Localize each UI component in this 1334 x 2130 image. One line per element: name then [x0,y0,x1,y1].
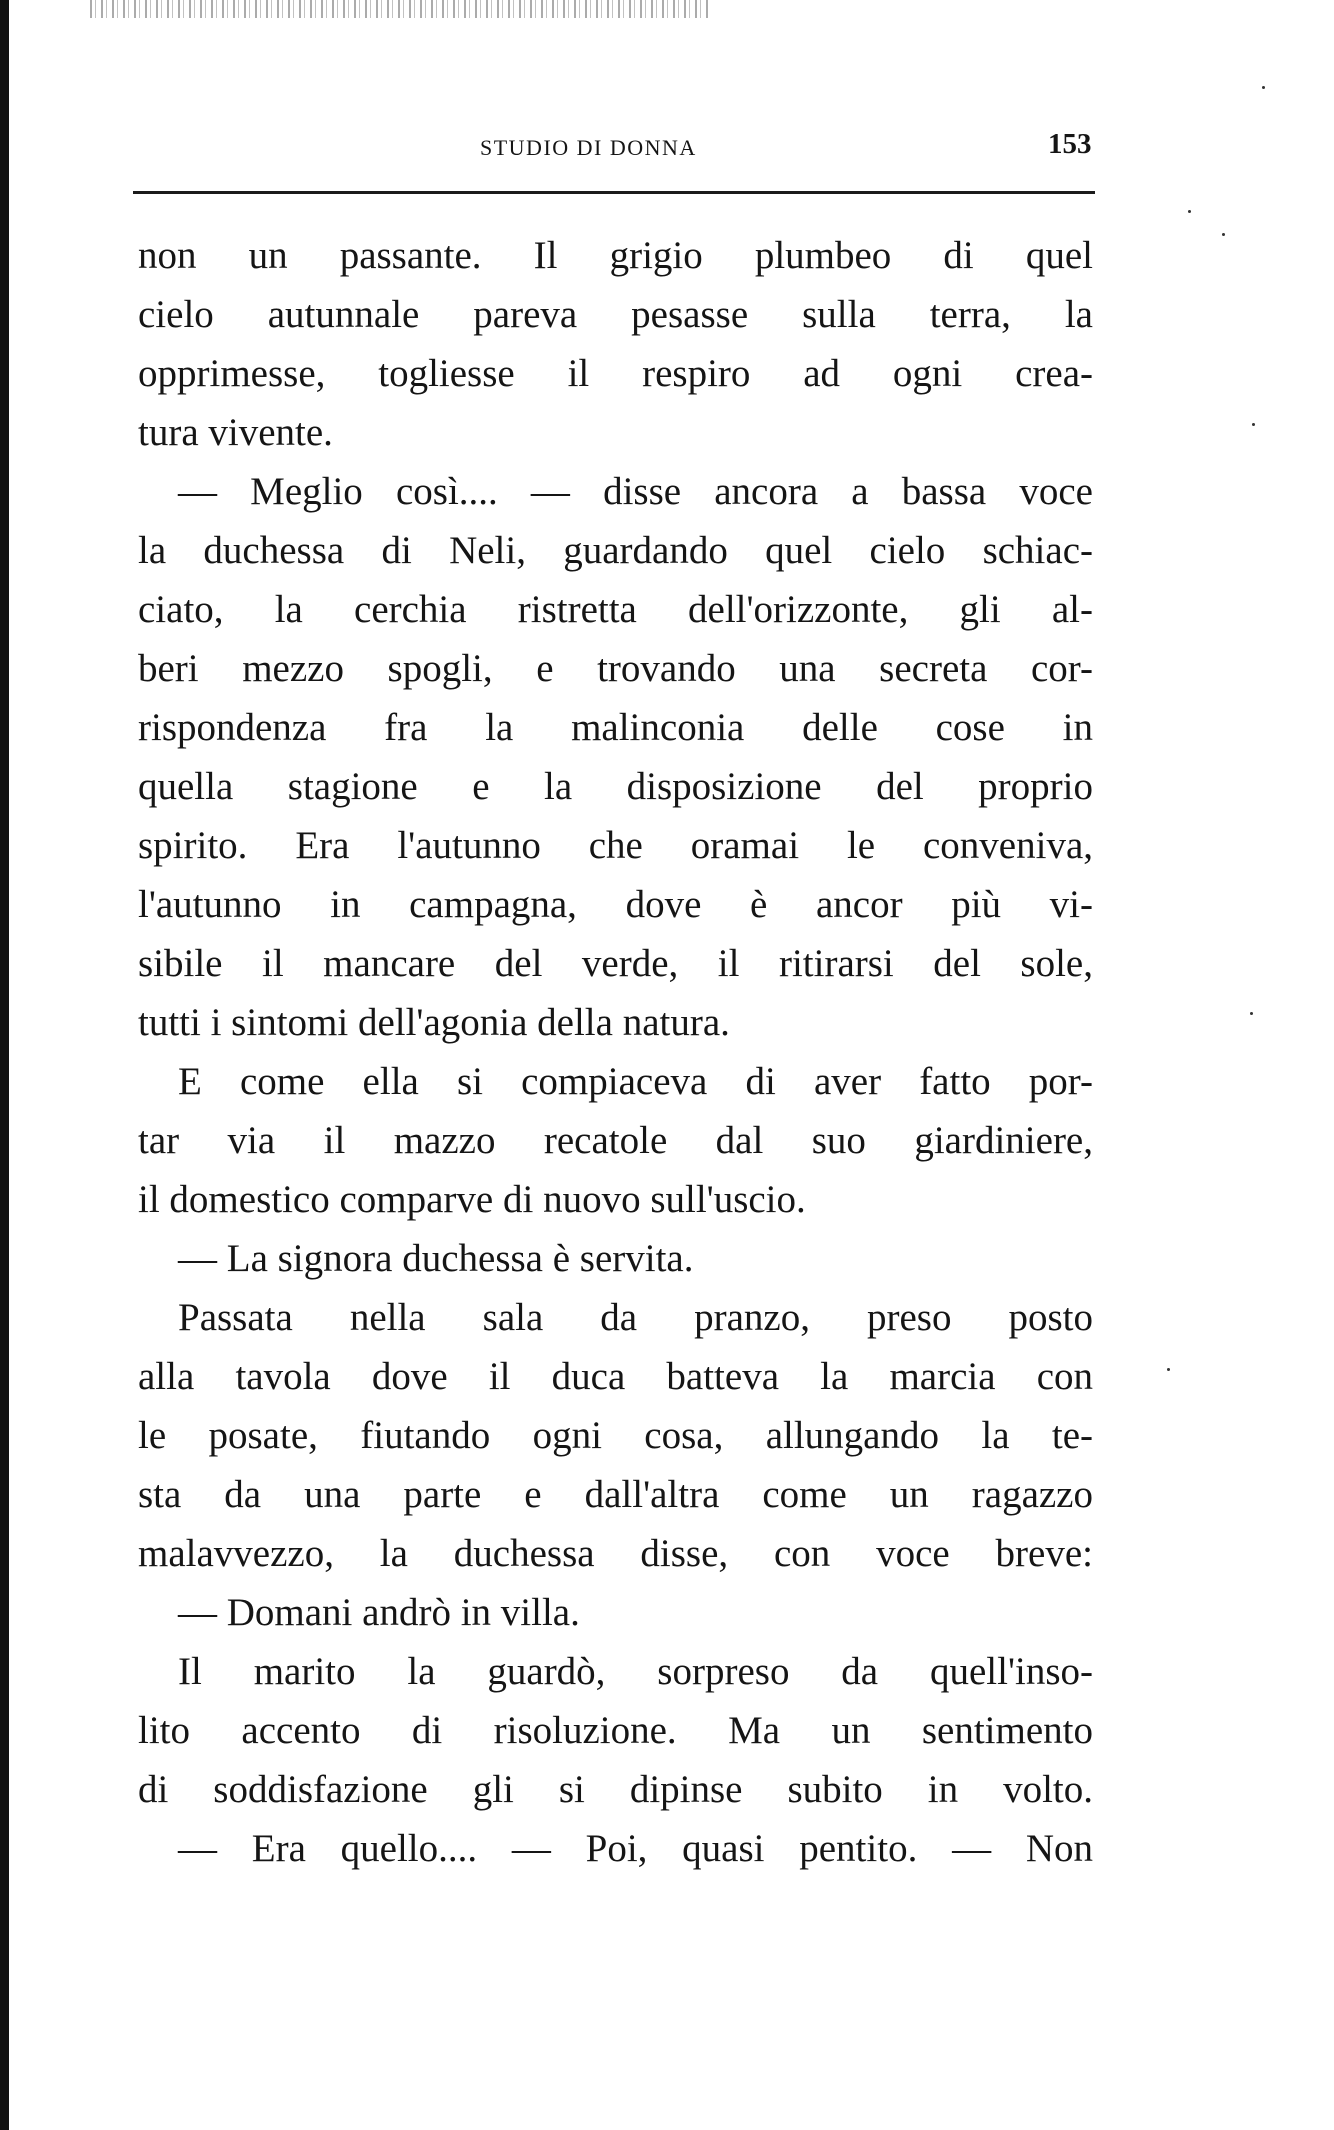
text-line: tar via il mazzo recatole dal suo giardiniere, [138,1119,1093,1162]
text-line: opprimesse, togliesse il respiro ad ogni crea- [138,352,1093,395]
scan-speck [1262,86,1265,89]
text-line: la duchessa di Neli, guardando quel cielo schiac- [138,529,1093,572]
text-line: — Domani andrò in villa. [178,1591,580,1634]
scan-speck [1188,210,1191,213]
page-number: 153 [1048,128,1092,160]
binding-edge [0,0,9,2130]
text-line: malavvezzo, la duchessa disse, con voce breve: [138,1532,1093,1575]
text-line: non un passante. Il grigio plumbeo di quel [138,234,1093,277]
text-line: di soddisfazione gli si dipinse subito in volto. [138,1768,1093,1811]
text-line: spirito. Era l'autunno che oramai le conveniva, [138,824,1093,867]
text-line: tutti i sintomi dell'agonia della natura. [138,1001,730,1044]
text-line: quella stagione e la disposizione del proprio [138,765,1093,808]
body-text [138,226,1093,1878]
text-line: tura vivente. [138,411,333,454]
scan-noise-top [90,0,710,18]
text-line: beri mezzo spogli, e trovando una secreta cor- [138,647,1093,690]
text-line: — La signora duchessa è servita. [178,1237,694,1280]
text-line: ciato, la cerchia ristretta dell'orizzonte, gli al- [138,588,1093,631]
text-line: Passata nella sala da pranzo, preso posto [178,1296,1093,1339]
scan-speck [1167,1368,1170,1371]
text-line: — Era quello.... — Poi, quasi pentito. — Non [178,1827,1093,1870]
text-line: sta da una parte e dall'altra come un ragazzo [138,1473,1093,1516]
scan-speck [1252,423,1255,426]
text-line: alla tavola dove il duca batteva la marcia con [138,1355,1093,1398]
text-line: Il marito la guardò, sorpreso da quell'inso- [178,1650,1093,1693]
running-title: STUDIO DI DONNA [480,135,697,160]
text-line: il domestico comparve di nuovo sull'uscio. [138,1178,806,1221]
text-line: l'autunno in campagna, dove è ancor più vi- [138,883,1093,926]
text-line: E come ella si compiaceva di aver fatto por- [178,1060,1093,1103]
text-line: sibile il mancare del verde, il ritirarsi del sole, [138,942,1093,985]
text-line: rispondenza fra la malinconia delle cose in [138,706,1093,749]
text-line: — Meglio così.... — disse ancora a bassa voce [178,470,1093,513]
header-rule [133,191,1095,194]
scan-speck [1222,233,1225,236]
text-line: le posate, fiutando ogni cosa, allungando la te- [138,1414,1093,1457]
scan-speck [1250,1012,1253,1015]
text-line: cielo autunnale pareva pesasse sulla terra, la [138,293,1093,336]
text-line: lito accento di risoluzione. Ma un sentimento [138,1709,1093,1752]
